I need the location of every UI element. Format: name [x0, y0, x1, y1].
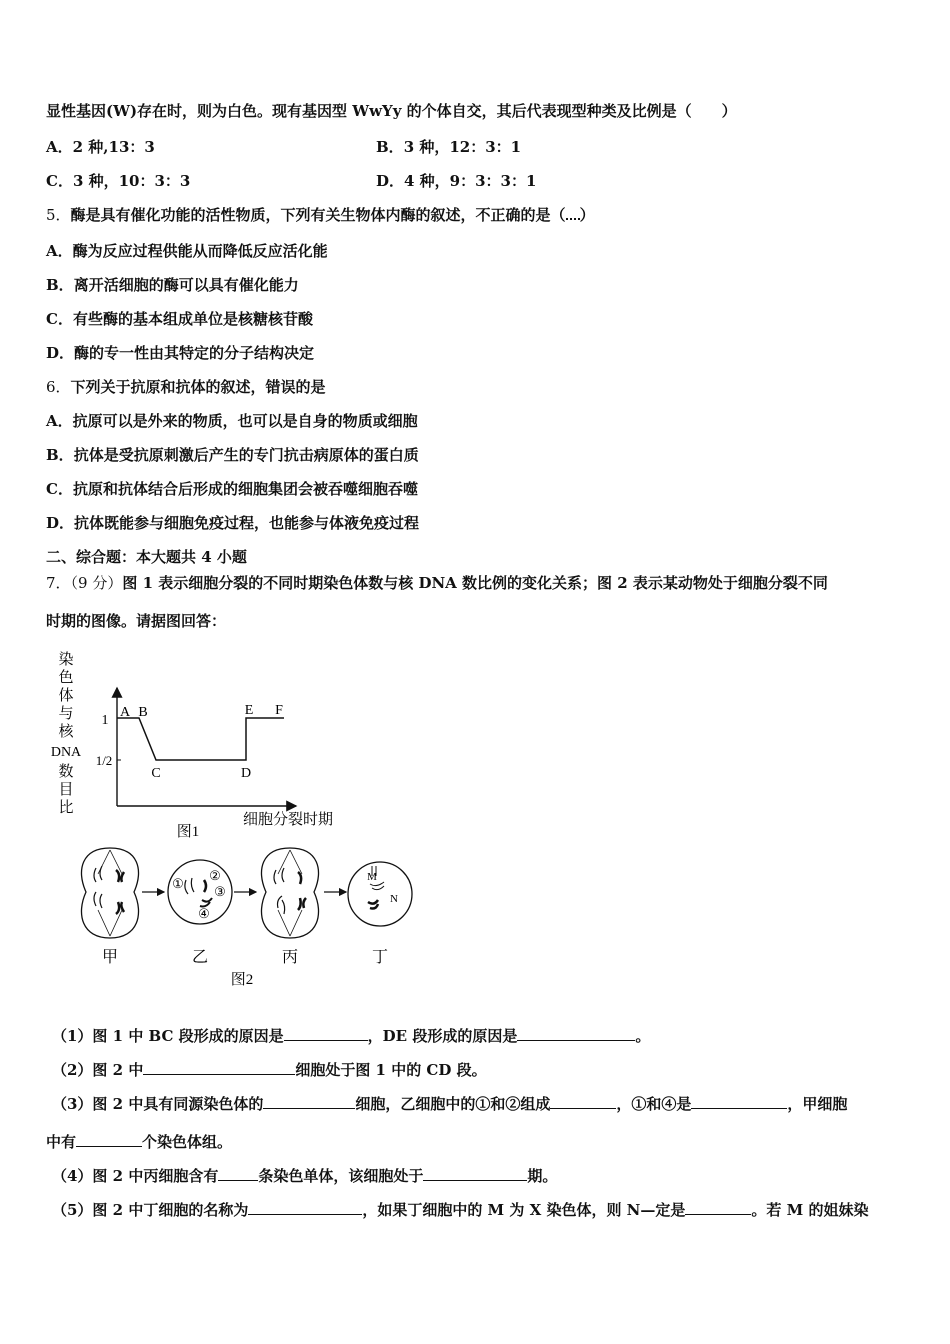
figure-1-chart	[44, 648, 364, 844]
fig1-ylabel-char: 核	[58, 724, 74, 740]
q7-stem-line1: 7．（9 分）图 1 表示细胞分裂的不同时期染色体数与核 DNA 数比例的变化关系；图 2 表示某动物处于细胞分裂不同	[46, 574, 828, 592]
fig1-tick-half: 1/2	[95, 753, 113, 768]
q6-option-c: C．抗原和抗体结合后形成的细胞集团会被吞噬细胞吞噬	[46, 480, 418, 498]
q7-sub-3: （3）图 2 中具有同源染色体的 细胞，乙细胞中的①和②组成 ，①和④是 ，甲细胞	[52, 1095, 848, 1113]
q7-sub-3-cont: 中有 个染色体组。	[46, 1133, 233, 1151]
fig1-caption: 图1	[176, 824, 200, 840]
fig1-point-a: A	[119, 705, 131, 720]
ding-mark-m: M	[367, 871, 377, 883]
q5-stem: 5．酶是具有催化功能的活性物质，下列有关生物体内酶的叙述，不正确的是（ ）	[46, 206, 595, 224]
fig1-ylabel-char: 色	[58, 670, 74, 686]
answer-blank[interactable]	[263, 1094, 355, 1109]
answer-blank[interactable]	[143, 1060, 295, 1075]
fig1-ylabel-char: 与	[58, 706, 74, 722]
yi-mark-1: ①	[172, 876, 184, 891]
answer-blank[interactable]	[76, 1132, 142, 1147]
q5-option-d: D．酶的专一性由其特定的分子结构决定	[46, 344, 315, 362]
q6-option-b: B．抗体是受抗原刺激后产生的专门抗击病原体的蛋白质	[46, 446, 419, 464]
figure-2-cells	[72, 844, 422, 994]
fig1-tick-1: 1	[101, 713, 109, 728]
cell-bing	[261, 848, 318, 938]
fig1-ylabel-char: 比	[58, 800, 74, 816]
cell-jia	[81, 848, 138, 938]
yi-mark-2: ②	[209, 868, 221, 883]
fig1-ylabel-char: 目	[58, 782, 74, 798]
ding-mark-n: N	[390, 893, 398, 905]
yi-mark-4: ④	[198, 906, 210, 921]
answer-blank[interactable]	[691, 1094, 787, 1109]
answer-blank[interactable]	[284, 1026, 368, 1041]
fig1-curve	[117, 718, 284, 760]
cell-label-ding: 丁	[371, 949, 389, 966]
fig1-point-f: F	[275, 703, 283, 718]
q6-option-a: A．抗原可以是外来的物质，也可以是自身的物质或细胞	[46, 412, 418, 430]
q4-option-a: A．2 种,13：3	[46, 138, 155, 156]
yi-mark-3: ③	[214, 884, 226, 899]
fig1-point-b: B	[138, 705, 148, 720]
q7-sub-5: （5）图 2 中丁细胞的名称为 ，如果丁细胞中的 M 为 X 染色体，则 N—定是 。若 M 的姐妹染	[52, 1201, 869, 1219]
fig1-point-d: D	[240, 766, 252, 781]
q6-stem: 6．下列关于抗原和抗体的叙述，错误的是	[46, 378, 326, 396]
fig2-caption: 图2	[230, 972, 254, 988]
q5-option-b: B．离开活细胞的酶可以具有催化能力	[46, 276, 299, 294]
q4-option-d: D．4 种，9：3：3：1	[376, 172, 537, 190]
answer-blank[interactable]	[423, 1166, 527, 1181]
cell-label-bing: 丙	[281, 949, 299, 966]
q7-stem-line2: 时期的图像。请据图回答：	[46, 612, 227, 630]
fig1-ylabel-char: 染	[58, 652, 74, 668]
q4-stem-tail: 显性基因(W)存在时，则为白色。现有基因型 WwYy 的个体自交，其后代表现型种类及比例是（ ）	[46, 102, 737, 120]
fig1-ylabel-char: DNA	[50, 745, 82, 760]
cell-label-yi: 乙	[191, 949, 209, 966]
q7-sub-2: （2）图 2 中 细胞处于图 1 中的 CD 段。	[52, 1061, 487, 1079]
q6-option-d: D．抗体既能参与细胞免疫过程，也能参与体液免疫过程	[46, 514, 420, 532]
answer-blank[interactable]	[685, 1200, 751, 1215]
fig1-ylabel-char: 数	[58, 764, 74, 780]
q5-option-a: A．酶为反应过程供能从而降低反应活化能	[46, 242, 328, 260]
q7-sub-4: （4）图 2 中丙细胞含有 条染色单体，该细胞处于 期。	[52, 1167, 558, 1185]
answer-blank[interactable]	[517, 1026, 635, 1041]
q5-option-c: C．有些酶的基本组成单位是核糖核苷酸	[46, 310, 313, 328]
cell-label-jia: 甲	[101, 949, 119, 966]
q7-sub-1: （1）图 1 中 BC 段形成的原因是 ，DE 段形成的原因是 。	[52, 1027, 651, 1045]
fig1-ylabel-char: 体	[58, 688, 74, 704]
answer-blank[interactable]	[218, 1166, 258, 1181]
answer-blank[interactable]	[248, 1200, 362, 1215]
fig1-point-c: C	[151, 766, 161, 781]
q4-option-b: B．3 种，12：3：1	[376, 138, 522, 156]
fig1-point-e: E	[244, 703, 254, 718]
q4-option-c: C．3 种，10：3：3	[46, 172, 191, 190]
answer-blank[interactable]	[550, 1094, 616, 1109]
cell-ding	[348, 862, 412, 926]
section-heading: 二、综合题：本大题共 4 小题	[46, 548, 247, 566]
fig1-xlabel: 细胞分裂时期	[242, 812, 334, 828]
